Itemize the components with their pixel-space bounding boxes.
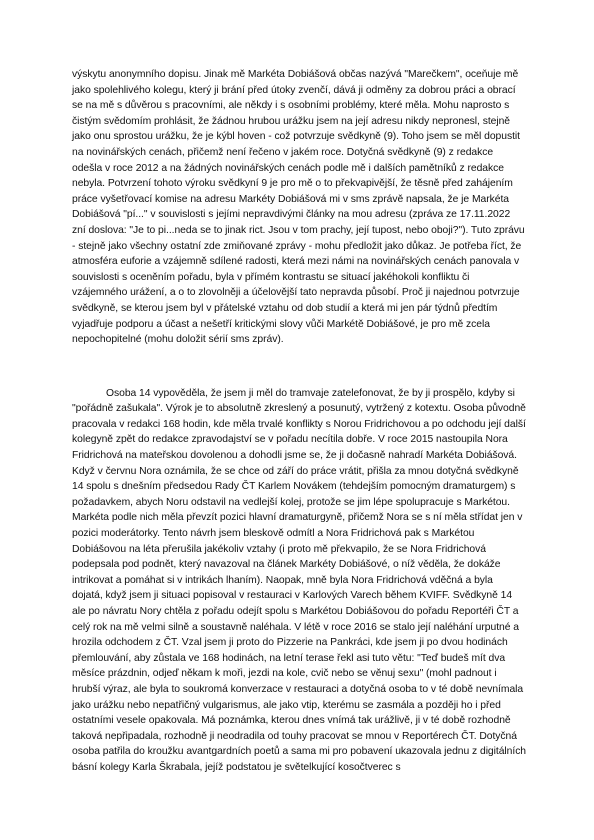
paragraph-1: výskytu anonymního dopisu. Jinak mě Markéta Dobiášová občas nazývá "Marečkem", oceňuje mě jako spolehlivého kolegu, který ji brání před útoky zvenčí, dává ji odměny za dobrou práci a obrací se na mě s důvěrou s pracovními, ale někdy i s osobními problémy, které měla. Mohu naprosto s čistým svědomím prohlásit, že žádnou hrubou urážku jsem na její adresu nikdy nepronesl, stejně jako onu sprostou urážku, že je kýbl hoven - což potvrzuje svědkyně (9). Toho jsem se měl dopustit na novinářských cenách, přičemž není řečeno v jakém roce. Dotyčná svědkyně (9) z redakce odešla v roce 2012 a na žádných novinářských cenách podle mě i dalších pamětníků z redakce nebyla. Potvrzení tohoto výroku svědkyní 9 je pro mě o to překvapivější, že těsně před zahájením práce vyšetřovací komise na adresu Markéty Dobiášová mi v sms zprávě napsala, že je Markéta Dobiášová "pí..." v souvislosti s jejími nepravdivými články na mou adresu (zpráva ze 17.11.2022 zní doslova: "Je to pi...neda se to jinak rict. Jsou v tom prachy, její tupost, nebo oboji?"). Tuto zprávu - stejně jako všechny ostatní zde zmiňované zprávy - mohu předložit jako důkaz. Je potřeba říct, že atmosféra euforie a vzájemně sdílené radosti, která mezi námi na novinářských cenách panovala v souvislosti s oceněním pořadu, byla v přímém kontrastu se situací jakéhokoli konfliktu či vzájemného urážení, a o to zlovolněji a účelovější tato nepravda působí. Proč ji najednou potvrzuje svědkyně, se kterou jsem byl v přátelské vztahu od dob studií a která mi jen pár týdnů předtím vyjadřuje podporu a účast a nešetří kritickými slovy vůči Markétě Dobiášové, je pro mě zcela nepochopitelné (mohu doložit sérií sms zpráv). — [72, 69, 525, 346]
paragraph-2: Osoba 14 vypověděla, že jsem ji měl do tramvaje zatelefonovat, že by ji prospělo, kdyby si "pořádně zašukala". Výrok je to absolutně zkreslený a posunutý, vytržený z kotextu. Osoba původně pracovala v redakci 168 hodin, kde měla trvalé konflikty s Norou Fridrichovou a po odchodu její další kolegyně zpět do redakce zpravodajství se v pořadu necítila dobře. V roce 2015 nastoupila Nora Fridrichová na mateřskou dovolenou a dohodli jsme se, že ji dočasně nahradí Markéta Dobiášová. Když v červnu Nora oznámila, že se chce od září do práce vrátit, přišla za mnou dotyčná svědkyně 14 spolu s dnešním předsedou Rady ČT Karlem Novákem (tehdejším pomocným dramaturgem) s požadavkem, abych Noru odstavil na vedlejší kolej, protože se jim lépe spolupracuje s Markétou. Markéta podle nich měla převzít pozici hlavní dramaturgyně, přičemž Nora se s ní měla střídat jen v pozici moderátorky. Tento návrh jsem bleskově odmítl a Nora Fridrichová pak s Markétou Dobiášovou na léta přerušila jakékoliv vztahy (i proto mě překvapilo, že se Nora Fridrichová podepsala pod podnět, který navazoval na článek Markéty Dobiášové, o níž věděla, že dokáže intrikovat a pomáhat si v intrikách lhaním). Naopak, mně byla Nora Fridrichová vděčná a byla dojatá, když jsem ji situaci popisoval v restauraci v Karlových Varech během KVIFF. Svědkyně 14 ale po návratu Nory chtěla z pořadu odejít spolu s Markétou Dobiášovou do pořadu Reportéři ČT a celý rok na mě velmi silně a soustavně naléhala. V létě v roce 2016 se stalo její naléhání urputné a hrozila odchodem z ČT. Vzal jsem ji proto do Pizzerie na Pankráci, kde jsem ji po dvou hodinách přemlouvání, aby zůstala ve 168 hodinách, na letní terase řekl asi tuto větu: "Teď budeš mít dva měsíce prázdnin, odjeď někam k moři, jezdi na kole, cvič nebo se věnuj sexu" (mohl padnout i hrubší výraz, ale byla to soukromá konverzace v restauraci a dotyčná osoba to v té době nevnímala jako urážku nebo nepatřičný vulgarismus, ale jako vtip, kterému se zasmála a později ho i před ostatními vesele opakovala. Má poznámka, kterou dnes vnímá tak urážlivě, ji v té době rozhodně taková nepřipadala, rozhodně ji neodradila od touhy pracovat se mnou v Reportérech ČT. Dotyčná osoba patřila do kroužku avantgardních poetů a sama mi pro pobavení ukazovala jednu z digitálních básní kolegy Karla Škrabala, jejíž podstatou je světelkující kosočtverec s — [72, 387, 527, 773]
